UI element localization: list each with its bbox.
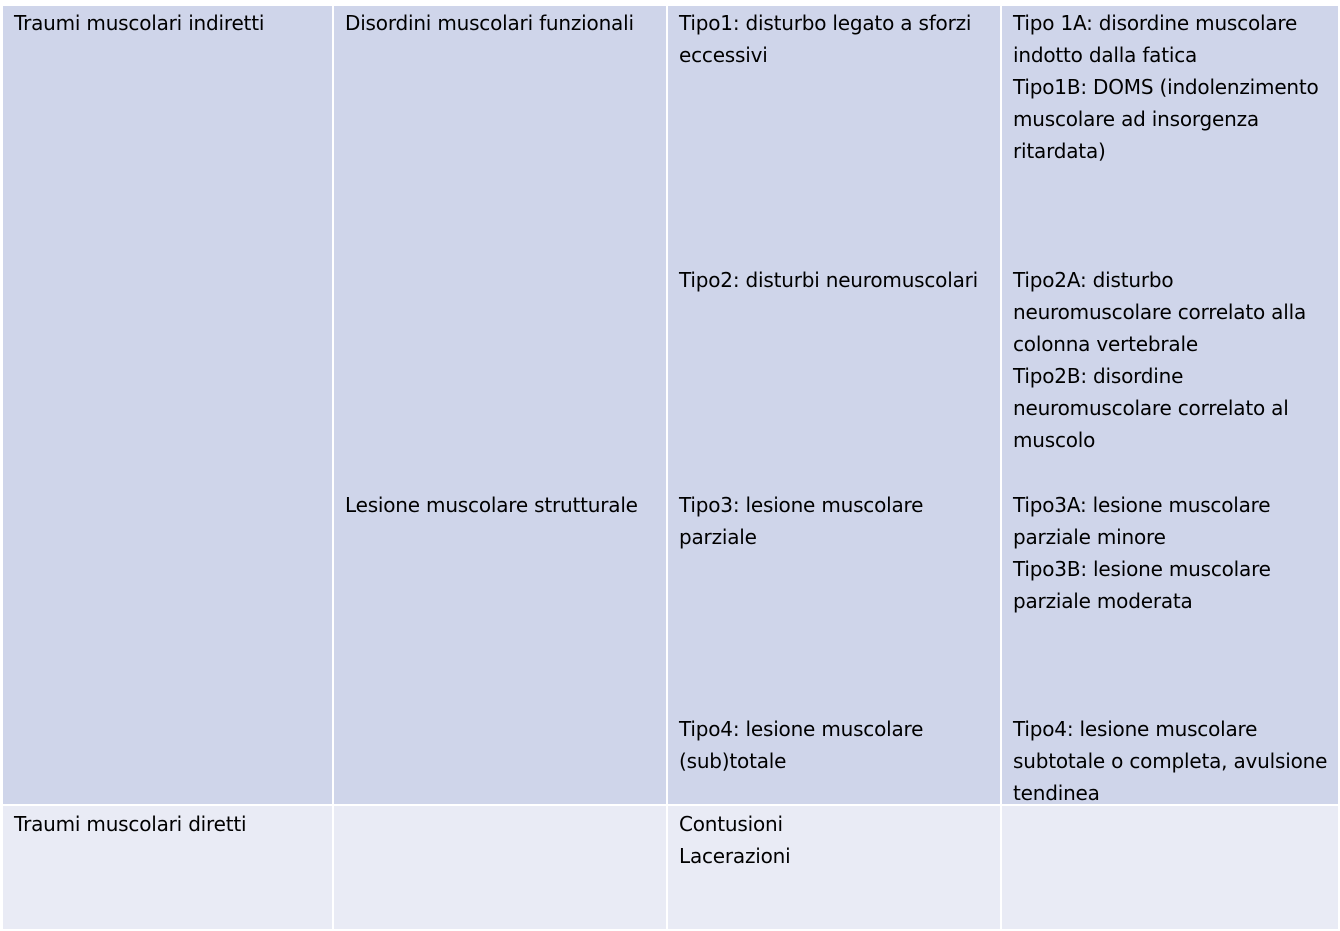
subtype1-label: Tipo 1A: disordine muscolare indotto dalla fatica Tipo1B: DOMS (indolenzimento muscolare ad insorgenza ritardata)	[1013, 11, 1319, 163]
type3-label: Tipo3: lesione muscolare parziale	[679, 493, 924, 549]
direct-trauma-label: Traumi muscolari diretti	[14, 812, 247, 836]
cell-direct-subtype	[1002, 806, 1340, 931]
subtype2-label: Tipo2A: disturbo neuromuscolare correlato alla colonna vertebrale Tipo2B: disordine neuromuscolare correlato al muscolo	[1013, 268, 1307, 452]
type4-label: Tipo4: lesione muscolare (sub)totale	[679, 717, 924, 773]
cell-category	[334, 6, 668, 806]
type1-label: Tipo1: disturbo legato a sforzi eccessivi	[679, 11, 972, 67]
direct-type-label: Contusioni Lacerazioni	[679, 812, 791, 868]
cell-type	[668, 6, 1002, 806]
functional-disorders-label: Disordini muscolari funzionali	[345, 11, 634, 35]
cell-direct-trauma	[0, 806, 334, 931]
cell-direct-type	[668, 806, 1002, 931]
cell-direct-category	[334, 806, 668, 931]
classification-table	[0, 6, 1340, 931]
indirect-trauma-label: Traumi muscolari indiretti	[14, 11, 265, 35]
cell-subtype	[1002, 6, 1340, 806]
cell-indirect-trauma	[0, 6, 334, 806]
structural-injury-label: Lesione muscolare strutturale	[345, 493, 638, 517]
type2-label: Tipo2: disturbi neuromuscolari	[679, 268, 979, 292]
subtype3-label: Tipo3A: lesione muscolare parziale minore Tipo3B: lesione muscolare parziale moderata	[1013, 493, 1271, 613]
subtype4-label: Tipo4: lesione muscolare subtotale o completa, avulsione tendinea	[1013, 717, 1328, 805]
